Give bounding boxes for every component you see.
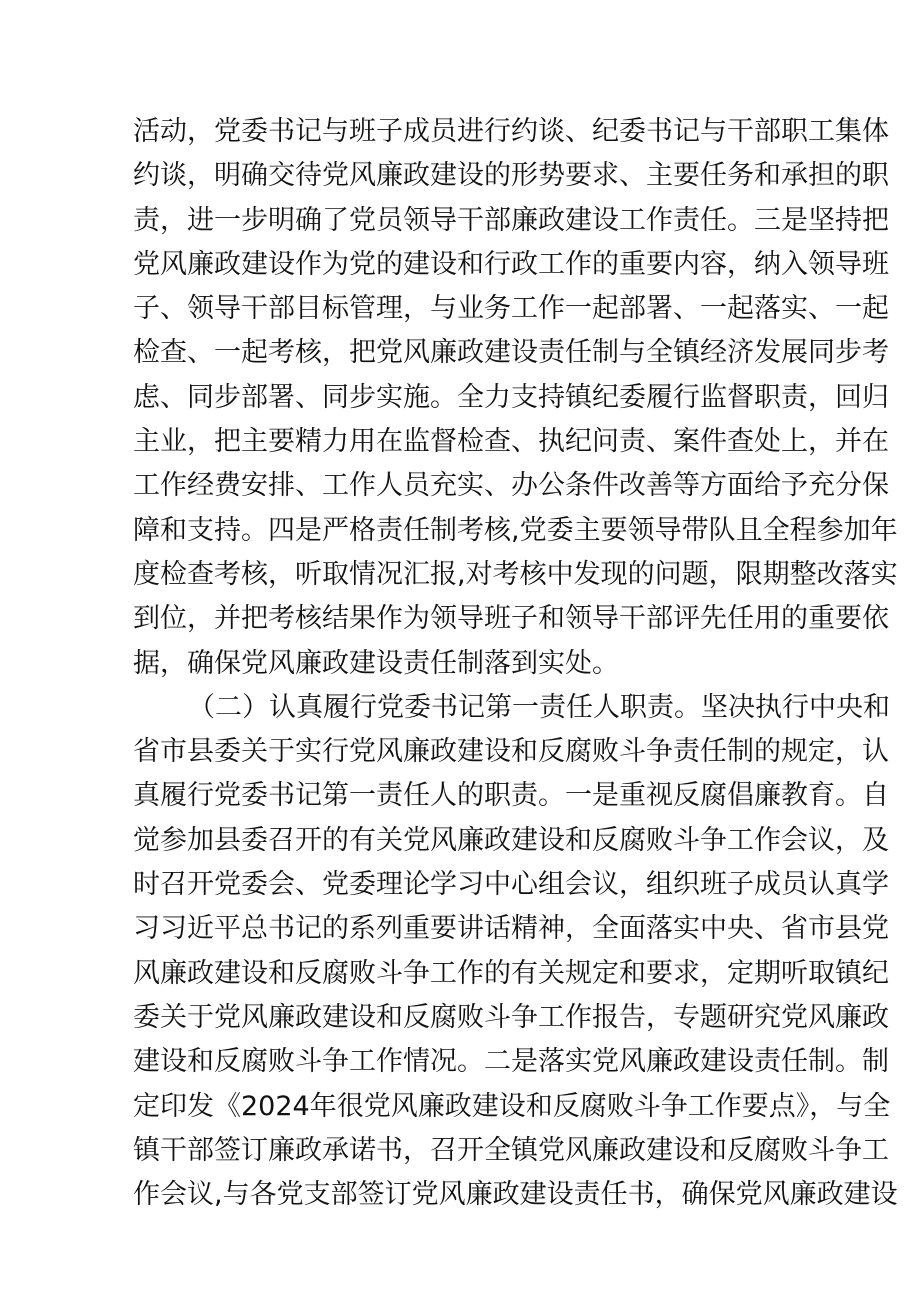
text-line: 度检查考核，听取情况汇报,对考核中发现的问题，限期整改落实 <box>133 558 898 590</box>
text-line: 定印发《2024年很党风廉政建设和反腐败斗争工作要点》，与全 <box>133 1090 891 1122</box>
text-line: 委关于党风廉政建设和反腐败斗争工作报告，专题研究党风廉政 <box>133 1001 889 1033</box>
text-line: 主业，把主要精力用在监督检查、执纪问责、案件查处上，并在 <box>133 426 889 458</box>
paragraph-end-line: 据，确保党风廉政建设责任制落到实处。 <box>133 647 619 679</box>
text-line: 子、领导干部目标管理，与业务工作一起部署、一起落实、一起 <box>133 293 889 325</box>
text-line: 约谈，明确交待党风廉政建设的形势要求、主要任务和承担的职 <box>133 160 889 192</box>
text-line: 检查、一起考核，把党风廉政建设责任制与全镇经济发展同步考 <box>133 337 889 369</box>
text-line: 活动，党委书记与班子成员进行约谈、纪委书记与干部职工集体 <box>133 116 889 147</box>
section-heading-line: （二）认真履行党委书记第一责任人职责。坚决执行中央和 <box>188 691 890 723</box>
text-line: 真履行党委书记第一责任人的职责。一是重视反腐倡廉教育。自 <box>133 780 889 812</box>
text-line: 责，进一步明确了党员领导干部廉政建设工作责任。三是坚持把 <box>133 204 889 236</box>
text-line: 省市县委关于实行党风廉政建设和反腐败斗争责任制的规定，认 <box>133 736 889 768</box>
text-line: 时召开党委会、党委理论学习中心组会议，组织班子成员认真学 <box>133 869 889 901</box>
text-line: 建设和反腐败斗争工作情况。二是落实党风廉政建设责任制。制 <box>133 1046 889 1078</box>
text-line: 作会议,与各党支部签订党风廉政建设责任书，确保党风廉政建设 <box>133 1179 898 1211</box>
text-line: 觉参加县委召开的有关党风廉政建设和反腐败斗争工作会议，及 <box>133 824 889 856</box>
document-body <box>133 110 898 1217</box>
text-line: 习习近平总书记的系列重要讲话精神，全面落实中央、省市县党 <box>133 913 889 945</box>
text-line: 镇干部签订廉政承诺书，召开全镇党风廉政建设和反腐败斗争工 <box>133 1134 889 1166</box>
text-line: 风廉政建设和反腐败斗争工作的有关规定和要求，定期听取镇纪 <box>133 957 889 989</box>
text-line: 到位，并把考核结果作为领导班子和领导干部评先任用的重要依 <box>133 603 889 635</box>
text-line: 虑、同步部署、同步实施。全力支持镇纪委履行监督职责，回归 <box>133 381 889 413</box>
text-line: 党风廉政建设作为党的建设和行政工作的重要内容，纳入领导班 <box>133 248 889 280</box>
text-line: 工作经费安排、工作人员充实、办公条件改善等方面给予充分保 <box>133 470 889 502</box>
text-line: 障和支持。四是严格责任制考核,党委主要领导带队且全程参加年 <box>133 514 898 546</box>
